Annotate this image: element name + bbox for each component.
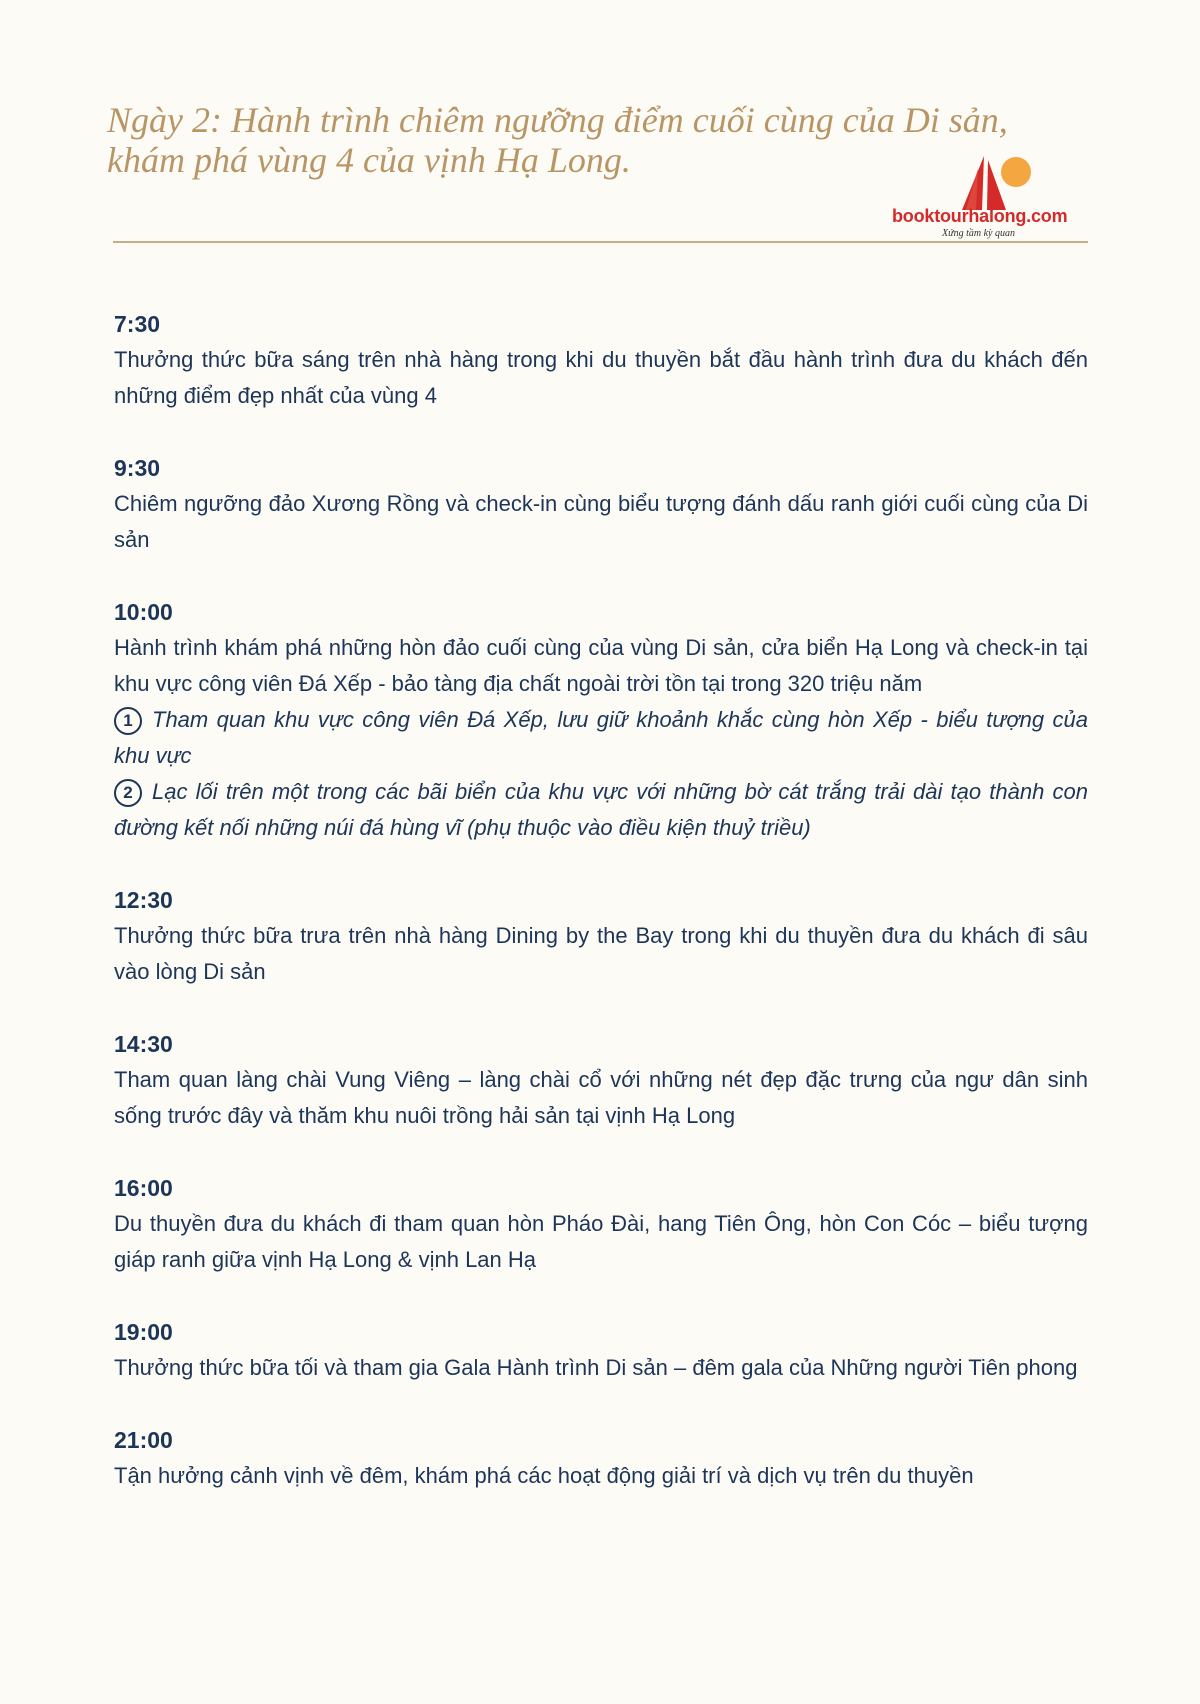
entry-subitem	[114, 702, 1088, 774]
entry-time: 10:00	[114, 599, 173, 625]
entry-subitem	[114, 774, 1088, 846]
entry-time: 14:30	[114, 1031, 173, 1057]
entry-time: 21:00	[114, 1427, 173, 1453]
entry-description: Thưởng thức bữa sáng trên nhà hàng trong khi du thuyền bắt đầu hành trình đưa du khách đến những điểm đẹp nhất của vùng 4	[114, 347, 1088, 408]
entry-description: Chiêm ngưỡng đảo Xương Rồng và check-in cùng biểu tượng đánh dấu ranh giới cuối cùng của Di sản	[114, 491, 1088, 552]
schedule-entry	[114, 882, 1088, 990]
schedule-entry	[114, 1170, 1088, 1278]
entry-description: Tận hưởng cảnh vịnh về đêm, khám phá các hoạt động giải trí và dịch vụ trên du thuyền	[114, 1463, 974, 1488]
entry-time: 19:00	[114, 1319, 173, 1345]
logo-slogan: Xứng tầm kỳ quan	[942, 228, 1015, 239]
schedule-entry	[114, 450, 1088, 558]
schedule-entry	[114, 594, 1088, 846]
header-divider	[113, 241, 1088, 243]
entry-time: 16:00	[114, 1175, 173, 1201]
entry-description: Thưởng thức bữa trưa trên nhà hàng Dining by the Bay trong khi du thuyền đưa du khách đi sâu vào lòng Di sản	[114, 923, 1088, 984]
entry-description: Hành trình khám phá những hòn đảo cuối cùng của vùng Di sản, cửa biển Hạ Long và check-in tại khu vực công viên Đá Xếp - bảo tàng địa chất ngoài trời tồn tại trong 320 triệu năm	[114, 635, 1088, 696]
entry-description: Thưởng thức bữa tối và tham gia Gala Hành trình Di sản – đêm gala của Những người Tiên phong	[114, 1355, 1078, 1380]
subitem-number-badge: 1	[114, 707, 142, 735]
entry-description: Tham quan làng chài Vung Viêng – làng chài cổ với những nét đẹp đặc trưng của ngư dân sinh sống trước đây và thăm khu nuôi trồng hải sản tại vịnh Hạ Long	[114, 1067, 1088, 1128]
schedule-entry	[114, 1026, 1088, 1134]
schedule-list	[114, 306, 1088, 1530]
schedule-entry	[114, 306, 1088, 414]
schedule-entry	[114, 1314, 1088, 1386]
entry-time: 12:30	[114, 887, 173, 913]
page-title: Ngày 2: Hành trình chiêm ngưỡng điểm cuối cùng của Di sản, khám phá vùng 4 của vịnh Hạ Long.	[107, 100, 1008, 180]
entry-time: 9:30	[114, 455, 161, 481]
entry-description: Du thuyền đưa du khách đi tham quan hòn Pháo Đài, hang Tiên Ông, hòn Con Cóc – biểu tượng giáp ranh giữa vịnh Hạ Long & vịnh Lan Hạ	[114, 1211, 1088, 1272]
subitem-text: Lạc lối trên một trong các bãi biển của khu vực với những bờ cát trắng trải dài tạo thành con đường kết nối những núi đá hùng vĩ (phụ thuộc vào điều kiện thuỷ triều)	[114, 779, 1088, 840]
logo-text: booktourhalong.com	[892, 206, 1068, 226]
entry-time: 7:30	[114, 311, 161, 337]
brand-logo	[880, 150, 1100, 240]
subitem-text: Tham quan khu vực công viên Đá Xếp, lưu giữ khoảnh khắc cùng hòn Xếp - biểu tượng của khu vực	[114, 707, 1088, 768]
schedule-entry	[114, 1422, 1088, 1494]
subitem-number-badge: 2	[114, 779, 142, 807]
